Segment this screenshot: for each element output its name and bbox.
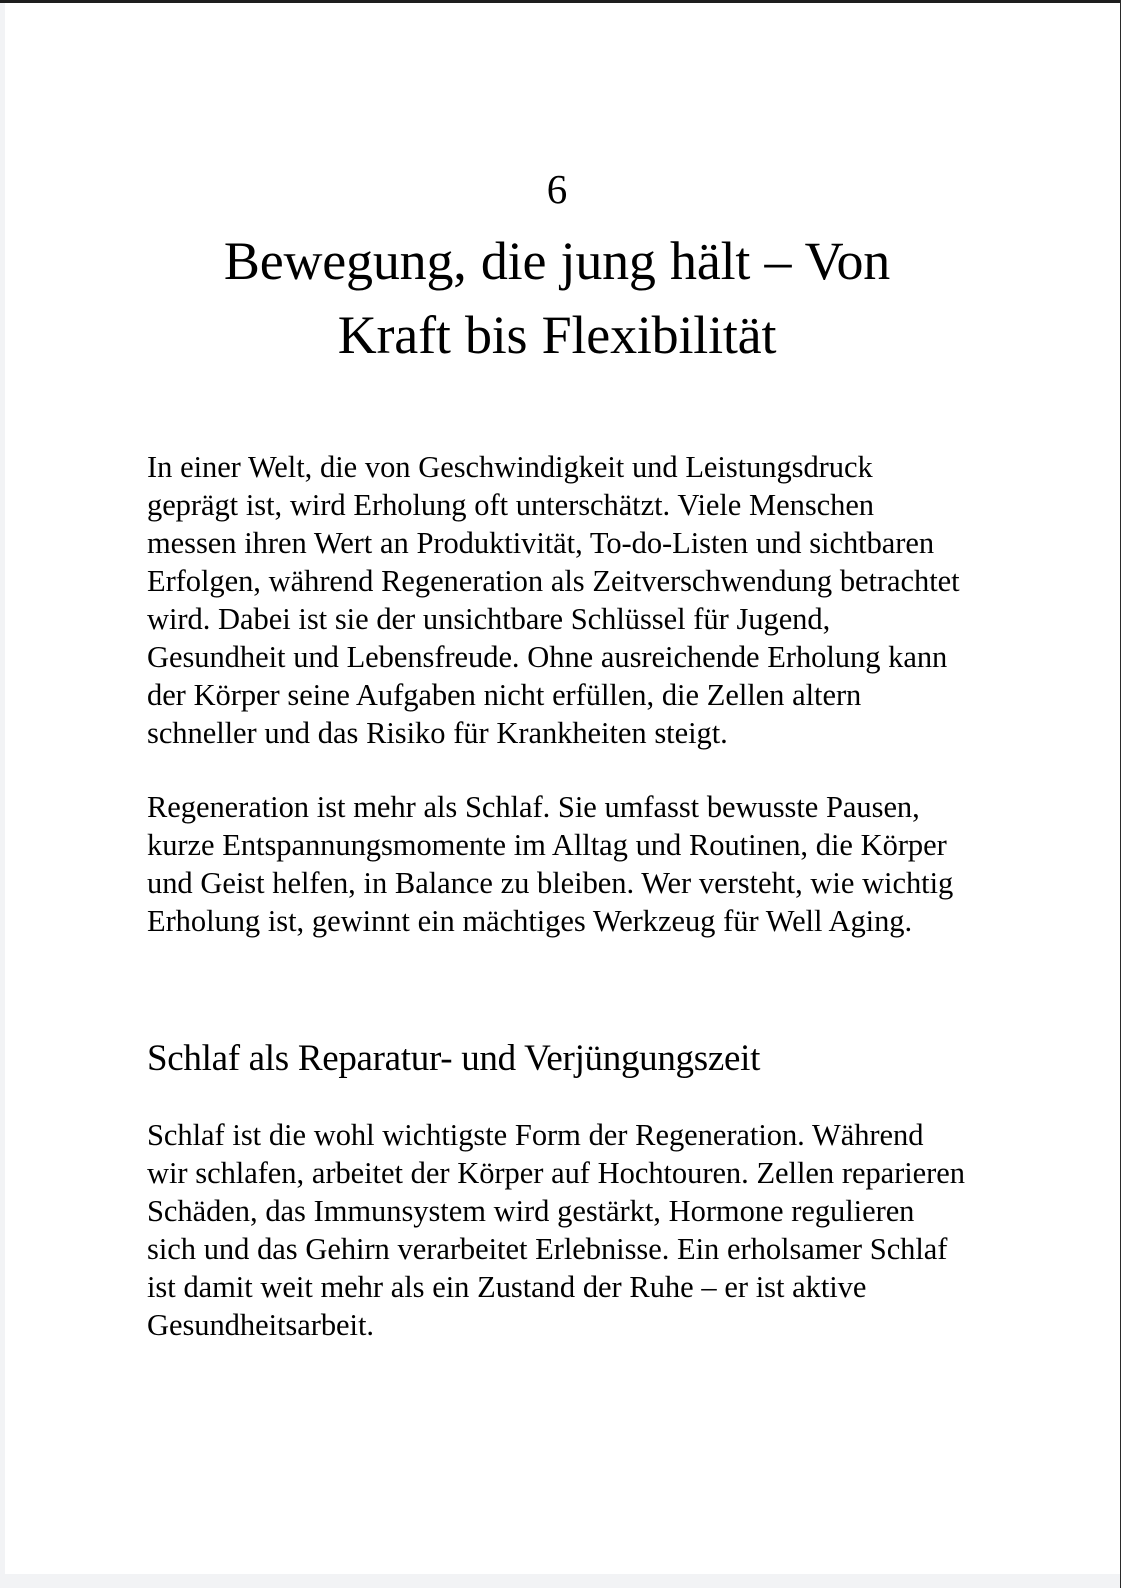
chapter-title-line-1: Bewegung, die jung hält – Von <box>223 231 891 291</box>
paragraph: Schlaf ist die wohl wichtigste Form der Regeneration. Während wir schlafen, arbeitet der Körper auf Hochtouren. Zellen reparieren Schäden, das Immunsystem wird gestärkt, Hormone regulieren sich und das Gehirn verarbeitet Erlebnisse. Ein erholsamer Schlaf ist damit weit mehr als ein Zustand der Ruhe – er ist aktive Gesundheitsarbeit. <box>147 1118 965 1342</box>
chapter-title-line-2: Kraft bis Flexibilität <box>337 305 777 365</box>
section-body <box>147 1082 967 1344</box>
section-heading: Schlaf als Reparatur- und Verjüngungszeit <box>147 1038 761 1079</box>
paragraph: Regeneration ist mehr als Schlaf. Sie umfasst bewusste Pausen, kurze Entspannungsmomente im Alltag und Routinen, die Körper und Geist helfen, in Balance zu bleiben. Wer versteht, wie wichtig Erholung ist, gewinnt ein mächtiges Werkzeug für Well Aging. <box>147 790 954 938</box>
paragraph: In einer Welt, die von Geschwindigkeit und Leistungsdruck geprägt ist, wird Erholung oft unterschätzt. Viele Menschen messen ihren Wert an Produktivität, To-do-Listen und sichtbaren Erfolgen, während Regeneration als Zeitverschwendung betrachtet wird. Dabei ist sie der unsichtbare Schlüssel für Jugend, Gesundheit und Lebensfreude. Ohne ausreichende Erholung kann der Körper seine Aufgaben nicht erfüllen, die Zellen altern schneller und das Risiko für Krankheiten steigt. <box>147 450 960 750</box>
chapter-title <box>147 212 967 372</box>
intro-body <box>147 372 967 940</box>
page-left-gutter <box>0 3 5 1588</box>
page-content-column <box>147 0 967 1344</box>
chapter-number: 6 <box>546 166 568 212</box>
page-bottom-gutter <box>0 1574 1121 1588</box>
page-top-rule <box>0 0 1121 3</box>
page-sheet <box>5 0 1120 1588</box>
